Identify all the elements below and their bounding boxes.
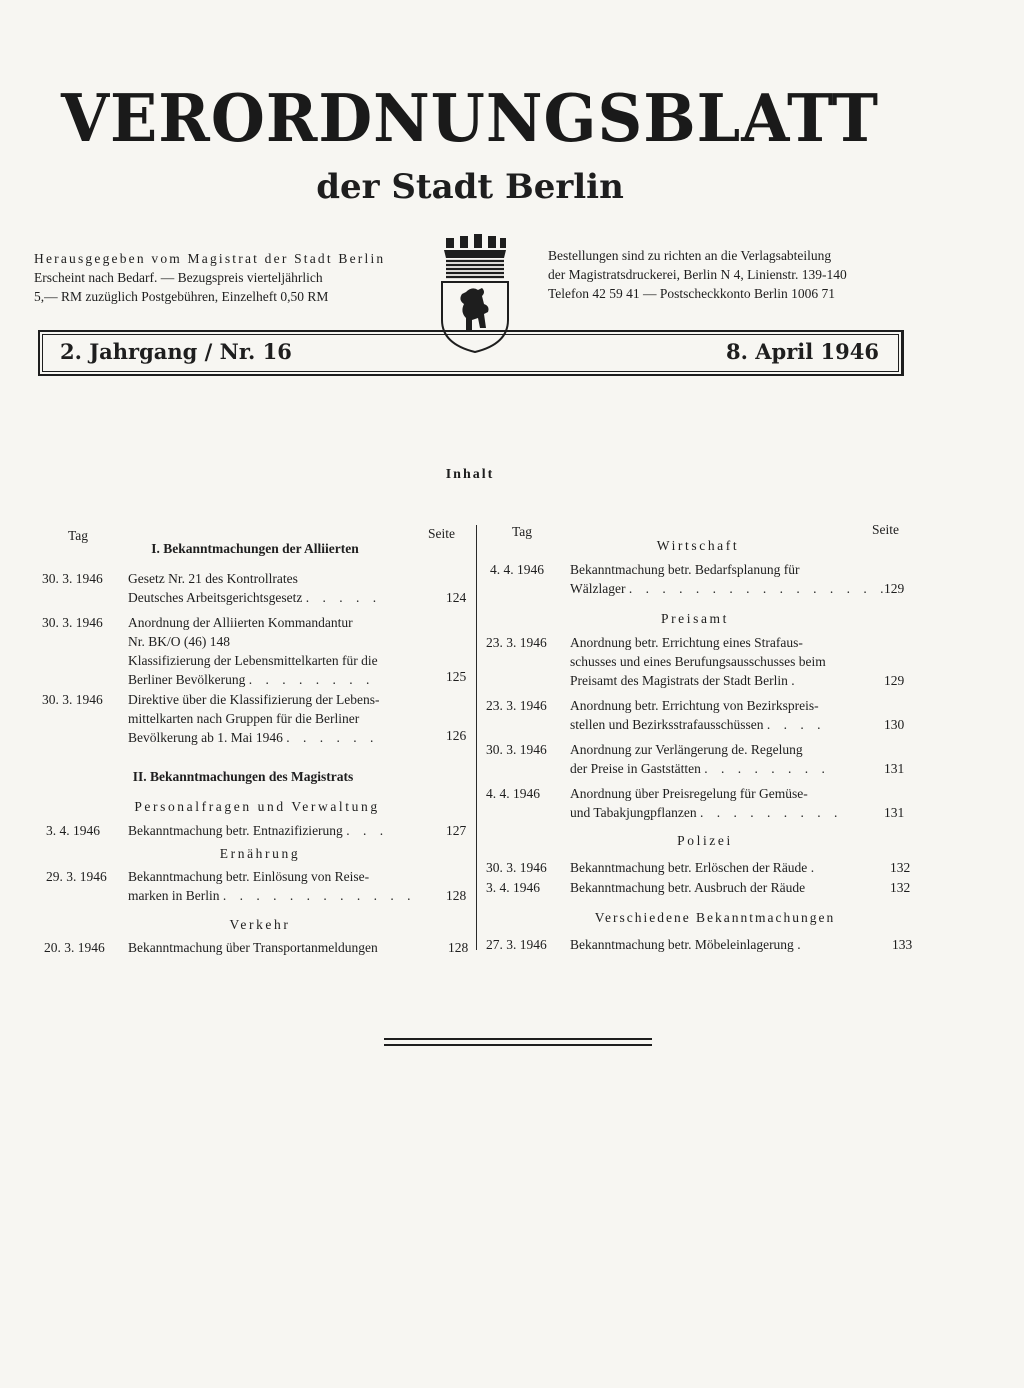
entry-text: Bekanntmachung betr. Erlöschen der Räude [570,860,808,875]
entry-text: marken in Berlin [128,888,220,903]
entry-text: Bekanntmachung betr. Ausbruch der Räude [570,880,806,895]
col-day-label: Tag [68,528,89,543]
section-heading: II. Bekanntmachungen des Magistrats [132,769,354,784]
entry-text: Gesetz Nr. 21 des Kontrollrates [128,571,298,586]
entry-text: Bekanntmachung über Transportanmeldungen [128,940,378,955]
entry-page: 131 [884,805,905,820]
entry-text: Wälzlager [570,581,626,596]
entry-text: der Preise in Gaststätten [570,761,701,776]
list-item: 30. 3. 1946 Gesetz Nr. 21 des Kontrollrates Deutsches Arbeitsgerichtsgesetz . . . . . 124 [42,571,467,605]
issue-date: 8. April 1946 [726,339,879,364]
entry-text: Preisamt des Magistrats der Stadt Berlin [570,673,788,688]
masthead-subtitle: der Stadt Berlin [316,167,624,207]
entry-text: Anordnung über Preisregelung für Gemüse- [570,786,808,801]
list-item: 4. 4. 1946 Bekanntmachung betr. Bedarfsplanung für Wälzlager . . . . . . . . . . . . . . . . 129 [490,562,905,596]
col-page-label: Seite [872,522,899,537]
entry-text: Berliner Bevölkerung [128,672,246,687]
list-item: 3. 4. 1946 Bekanntmachung betr. Entnazifizierung . . . 127 [46,823,467,838]
subsection-heading: Ernährung [219,846,301,861]
entry-date: 20. 3. 1946 [44,940,105,955]
entry-page: 131 [884,761,905,776]
entry-date: 30. 3. 1946 [486,742,547,757]
list-item: 30. 3. 1946 Anordnung zur Verlängerung de. Regelung der Preise in Gaststätten . . . . . . . . 131 [486,742,905,776]
column-divider [476,525,477,950]
list-item: 23. 3. 1946 Anordnung betr. Errichtung von Bezirkspreis- stellen und Bezirksstrafausschüssen . . . . 130 [486,698,905,732]
masthead-title: VERORDNUNGSBLATT [60,80,880,157]
section-heading: I. Bekanntmachungen der Alliierten [151,541,359,556]
entry-text: Nr. BK/O (46) 148 [128,634,230,649]
entry-text: Direktive über die Klassifizierung der Lebens- [128,692,380,707]
entry-date: 23. 3. 1946 [486,698,547,713]
entry-page: 128 [446,888,467,903]
subsection-heading: Personalfragen und Verwaltung [134,799,380,814]
entry-page: 124 [446,590,467,605]
list-item [486,878,910,898]
entry-date: 3. 4. 1946 [46,823,100,838]
subsection-heading: Verkehr [229,917,291,932]
entry-page: 132 [890,860,911,875]
entry-date: 4. 4. 1946 [486,786,540,801]
entry-text: Bekanntmachung betr. Einlösung von Reise- [128,869,370,884]
publisher-line: 5,— RM zuzüglich Postgebühren, Einzelheft 0,50 RM [34,289,329,304]
entry-text: Bekanntmachung betr. Möbeleinlagerung [570,937,794,952]
entry-date: 4. 4. 1946 [490,562,544,577]
entry-page: 129 [884,581,905,596]
list-item: 30. 3. 1946 Anordnung der Alliierten Kommandantur Nr. BK/O (46) 148 Klassifizierung der Lebensmittelkarten für die Berliner Bevölkerung . . . . . . . . 125 [42,615,467,687]
contents-title: Inhalt [445,467,495,482]
entry-date: 30. 3. 1946 [42,571,103,586]
entry-date: 29. 3. 1946 [46,869,107,884]
entry-page: 130 [884,717,905,732]
list-item: 29. 3. 1946 Bekanntmachung betr. Einlösung von Reise- marken in Berlin . . . . . . . . . . . . 128 [46,869,467,903]
entry-text: Klassifizierung der Lebensmittelkarten für die [128,653,378,668]
subsection-heading: Wirtschaft [656,538,740,553]
list-item: 30. 3. 1946 Direktive über die Klassifizierung der Lebens- mittelkarten nach Gruppen für die Berliner Bevölkerung ab 1. Mai 1946 . . . . . . 126 [42,692,467,745]
publisher-line: Herausgegeben vom Magistrat der Stadt Berlin [34,251,386,266]
publisher-line: Bestellungen sind zu richten an die Verlagsabteilung [548,248,832,263]
entry-text: Anordnung betr. Errichtung von Bezirkspreis- [570,698,819,713]
publisher-info-right [548,246,910,303]
entry-text: Anordnung der Alliierten Kommandantur [128,615,353,630]
entry-date: 23. 3. 1946 [486,635,547,650]
issue-bar [38,330,904,376]
entry-text: mittelkarten nach Gruppen für die Berliner [128,711,360,726]
subsection-heading: Verschiedene Bekanntmachungen [594,910,836,925]
entry-text: Bekanntmachung betr. Entnazifizierung [128,823,343,838]
subsection-heading: Preisamt [660,611,730,626]
entry-page: 133 [892,937,913,952]
entry-date: 27. 3. 1946 [486,937,547,952]
col-day-label: Tag [512,524,533,539]
entry-page: 126 [446,728,467,743]
entry-page: 127 [446,823,467,838]
list-item: 27. 3. 1946 Bekanntmachung betr. Möbeleinlagerung . 133 [486,937,913,952]
col-page-label: Seite [428,526,455,541]
entry-page: 132 [890,880,911,895]
entry-text: und Tabakjungpflanzen [570,805,697,820]
entry-text: Anordnung betr. Errichtung eines Strafaus- [570,635,803,650]
list-item: 30. 3. 1946 Bekanntmachung betr. Erlöschen der Räude . 132 [486,860,911,875]
entry-text: Bevölkerung ab 1. Mai 1946 [128,730,283,745]
entry-page: 125 [446,669,467,684]
entry-text: Deutsches Arbeitsgerichtsgesetz [128,590,303,605]
entry-page: 128 [448,940,469,955]
entry-date: 30. 3. 1946 [486,860,547,875]
entry-date: 30. 3. 1946 [42,615,103,630]
list-item [44,938,472,958]
publisher-line: der Magistratsdruckerei, Berlin N 4, Linienstr. 139-140 [548,267,847,282]
publisher-line: Telefon 42 59 41 — Postscheckkonto Berlin 1006 71 [548,286,836,301]
subsection-heading: Polizei [677,833,733,848]
entry-date: 3. 4. 1946 [486,880,540,895]
publisher-info-left [34,249,406,306]
footer-double-rule [384,1038,652,1048]
entry-date: 30. 3. 1946 [42,692,103,707]
entry-text: Bekanntmachung betr. Bedarfsplanung für [570,562,800,577]
entry-page: 129 [884,673,905,688]
entry-text: stellen und Bezirksstrafausschüssen [570,717,764,732]
list-item: 23. 3. 1946 Anordnung betr. Errichtung eines Strafaus- schusses und eines Berufungsausschusses beim Preisamt des Magistrats der Stadt Berlin . 129 [486,635,905,688]
entry-text: Anordnung zur Verlängerung de. Regelung [570,742,803,757]
publisher-line: Erscheint nach Bedarf. — Bezugspreis vierteljährlich [34,270,323,285]
list-item: 4. 4. 1946 Anordnung über Preisregelung für Gemüse- und Tabakjungpflanzen . . . . . . . . . 131 [486,786,905,820]
entry-text: schusses und eines Berufungsausschusses beim [570,654,826,669]
issue-number: 2. Jahrgang / Nr. 16 [60,339,292,364]
